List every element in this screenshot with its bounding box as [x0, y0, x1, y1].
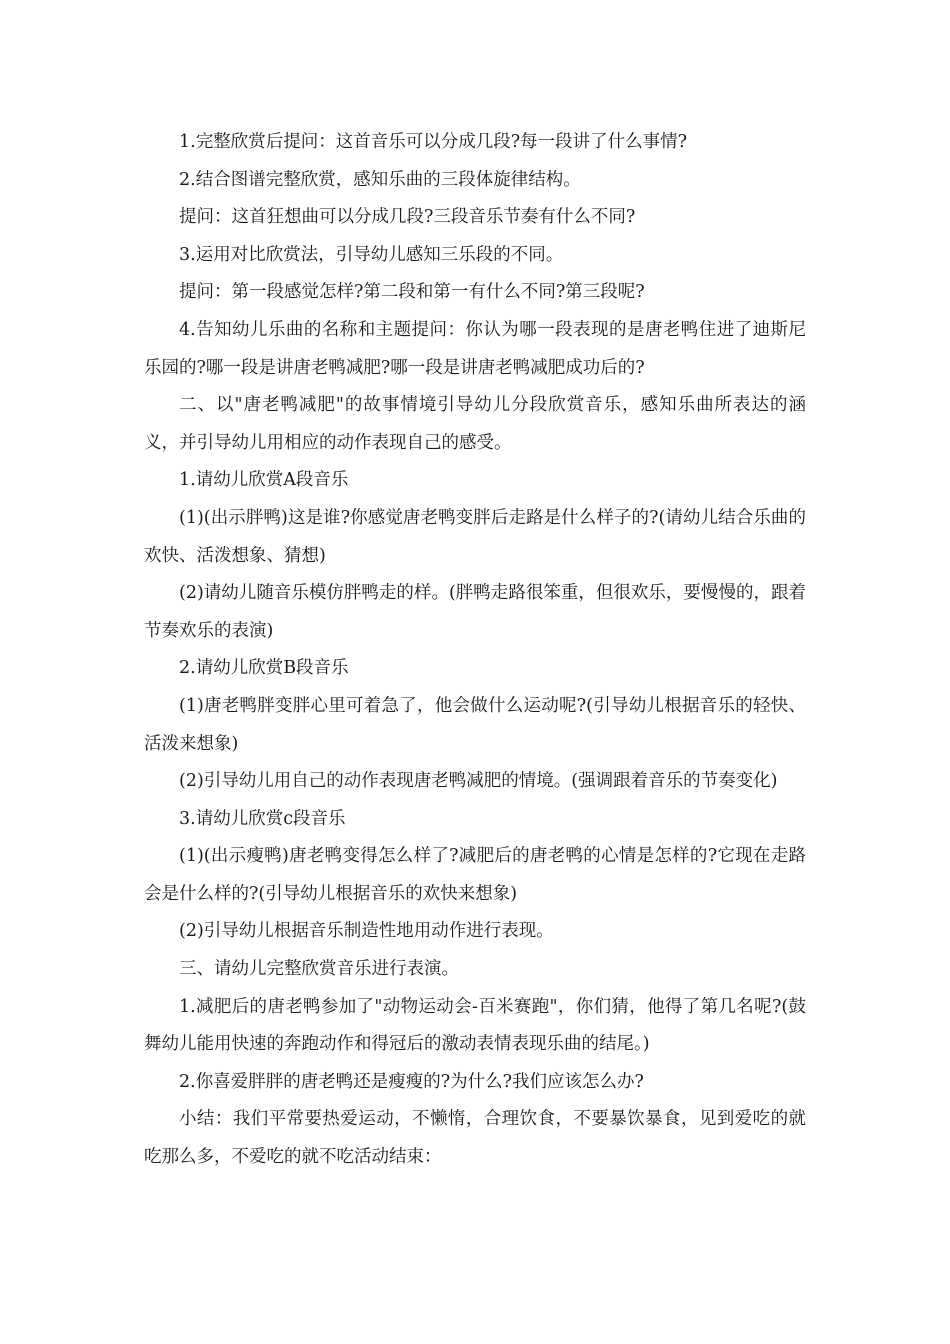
paragraph: 提问：第一段感觉怎样?第二段和第一有什么不同?第三段呢?: [179, 282, 645, 303]
paragraph: 三、请幼儿完整欣赏音乐进行表演。: [179, 959, 459, 980]
paragraph: (1)唐老鸭胖变胖心里可着急了，他会做什么运动呢?(引导幼儿根据音乐的轻快、活泼来想象): [144, 695, 806, 754]
paragraph: 1.减肥后的唐老鸭参加了"动物运动会-百米赛跑"，你们猜，他得了第几名呢?(鼓舞幼儿能用快速的奔跑动作和得冠后的激动表情表现乐曲的结尾。): [144, 996, 806, 1055]
paragraph: (2)请幼儿随音乐模仿胖鸭走的样。(胖鸭走路很笨重，但很欢乐，要慢慢的，跟着节奏欢乐的表演): [144, 583, 806, 641]
document-body: [144, 124, 806, 1177]
paragraph: 2.你喜爱胖胖的唐老鸭还是瘦瘦的?为什么?我们应该怎么办?: [179, 1071, 644, 1092]
paragraph: (2)引导幼儿根据音乐制造性地用动作进行表现。: [179, 921, 554, 942]
paragraph: (2)引导幼儿用自己的动作表现唐老鸭减肥的情境。(强调跟着音乐的节奏变化): [179, 771, 778, 792]
paragraph: (1)(出示胖鸭)这是谁?你感觉唐老鸭变胖后走路是什么样子的?(请幼儿结合乐曲的欢快、活泼想象、猜想): [144, 507, 806, 566]
paragraph: 3.请幼儿欣赏c段音乐: [179, 808, 346, 829]
paragraph: 小结：我们平常要热爱运动，不懒惰，合理饮食，不要暴饮暴食，见到爱吃的就吃那么多，不爱吃的就不吃活动结束：: [144, 1109, 806, 1168]
paragraph: 4.告知幼儿乐曲的名称和主题提问：你认为哪一段表现的是唐老鸭住进了迪斯尼乐园的?哪一段是讲唐老鸭减肥?哪一段是讲唐老鸭减肥成功后的?: [144, 319, 806, 378]
paragraph: 1.完整欣赏后提问：这首音乐可以分成几段?每一段讲了什么事情?: [179, 132, 687, 152]
paragraph: 3.运用对比欣赏法，引导幼儿感知三乐段的不同。: [179, 244, 564, 265]
paragraph: 2.结合图谱完整欣赏，感知乐曲的三段体旋律结构。: [179, 169, 581, 190]
paragraph: (1)(出示瘦鸭)唐老鸭变得怎么样了?减肥后的唐老鸭的心情是怎样的?它现在走路会是什么样的?(引导幼儿根据音乐的欢快来想象): [144, 846, 806, 904]
paragraph: 2.请幼儿欣赏B段音乐: [179, 658, 349, 679]
paragraph: 提问：这首狂想曲可以分成几段?三段音乐节奏有什么不同?: [179, 207, 636, 228]
paragraph: 二、以"唐老鸭减肥"的故事情境引导幼儿分段欣赏音乐，感知乐曲所表达的涵义，并引导幼儿用相应的动作表现自己的感受。: [144, 395, 806, 453]
paragraph: 1.请幼儿欣赏A段音乐: [179, 470, 349, 491]
